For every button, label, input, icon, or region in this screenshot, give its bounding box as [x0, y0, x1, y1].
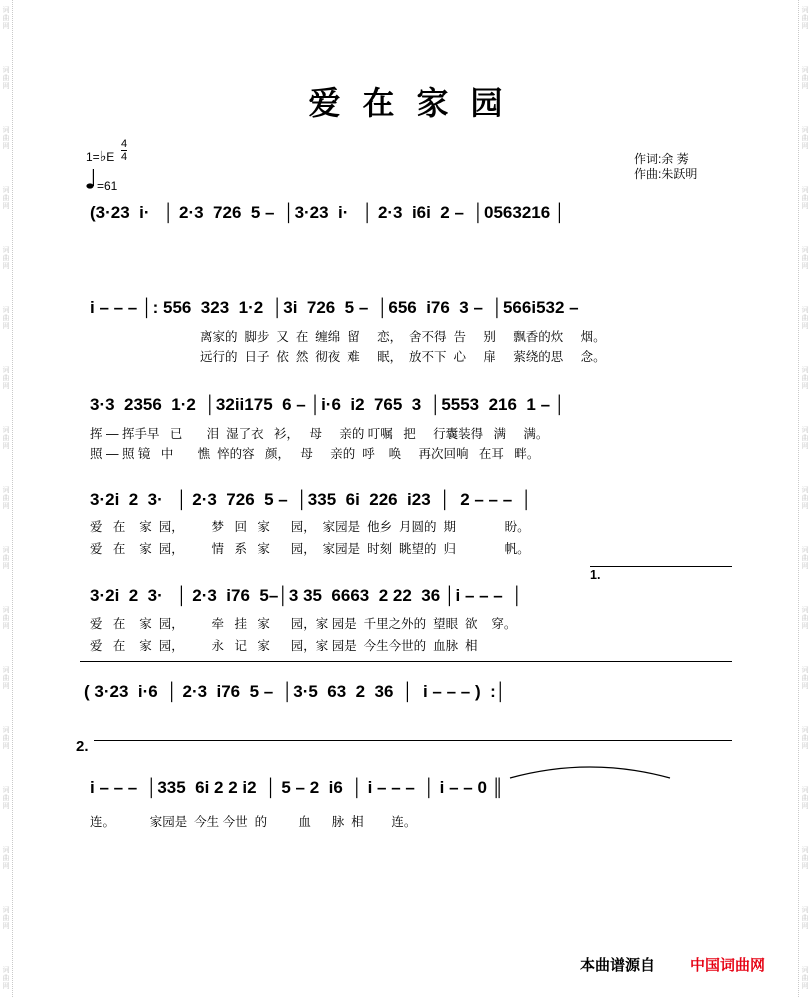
song-title: 爱在家园	[308, 84, 525, 122]
watermark-text: 词 曲 网	[801, 306, 809, 330]
volta-1-bracket	[590, 566, 732, 567]
watermark-text: 词 曲 网	[801, 126, 809, 150]
lyrics-line-3b: 照 — 照 镜 中 憔 悴的容 颜， 母 亲的 呼 唤 再次回响 在耳 畔。	[90, 447, 540, 461]
composer-credit: 作曲:朱跃明	[634, 167, 698, 181]
quarter-note-icon	[86, 168, 96, 190]
lyrics-line-4b: 爱 在 家 园， 情 系 家 园， 家园是 时刻 眺望的 归 帆。	[90, 542, 530, 556]
watermark-text: 词 曲 网	[801, 966, 809, 990]
watermark-text: 词 曲 网	[801, 246, 809, 270]
score-line-2: i – – – │: 556 323 1·2 │3i 726 5 – │656 i76 3 – │566i532 –	[90, 298, 584, 317]
watermark-text: 词 曲 网	[801, 66, 809, 90]
watermark-text: 词 曲 网	[801, 366, 809, 390]
watermark-text: 词 曲 网	[2, 306, 10, 330]
watermark-text: 词 曲 网	[801, 186, 809, 210]
time-signature: 4 4	[121, 138, 128, 163]
source-site-link[interactable]: 中国词曲网	[690, 957, 766, 974]
section-divider	[80, 661, 732, 662]
score-line-5: 3·2i 2 3· │ 2·3 i76 5–│3 35 6663 2 22 36 │i – – – │	[90, 586, 523, 605]
watermark-text: 词 曲 网	[801, 726, 809, 750]
watermark-text: 词 曲 网	[2, 666, 10, 690]
watermark-text: 词 曲 网	[801, 846, 809, 870]
watermark-text: 词 曲 网	[2, 726, 10, 750]
score-line-3: 3·3 2356 1·2 │32ii175 6 – │i·6 i2 765 3 │5553 216 1 – │	[90, 395, 566, 414]
volta-1-label: 1.	[590, 568, 601, 582]
watermark-text: 词 曲 网	[801, 786, 809, 810]
lyrics-line-5a: 爱 在 家 园， 牵 挂 家 园，家 园是 千里之外的 望眼 欲 穿。	[90, 617, 517, 631]
volta-2-bracket	[94, 740, 732, 741]
watermark-text: 词 曲 网	[2, 546, 10, 570]
watermark-text: 词 曲 网	[801, 426, 809, 450]
score-line-1: (3·23 i· │ 2·3 726 5 – │3·23 i· │ 2·3 i6i 2 – │0563216 │	[90, 203, 566, 222]
watermark-text: 词 曲 网	[2, 846, 10, 870]
watermark-text: 词 曲 网	[801, 546, 809, 570]
lyricist-credit: 作词:余 莠	[634, 152, 689, 166]
watermark-text: 词 曲 网	[2, 366, 10, 390]
lyrics-line-2b: 远行的 日子 依 然 彻夜 难 眠， 放不下 心 扉 萦绕的思 念。	[200, 350, 606, 364]
watermark-text: 词 曲 网	[801, 486, 809, 510]
tie-slur-arc	[500, 760, 680, 780]
watermark-text: 词 曲 网	[2, 126, 10, 150]
key-signature: 1=♭E	[86, 148, 115, 164]
lyrics-line-3a: 挥 — 挥手早 已 泪 湿了衣 衫， 母 亲的 叮嘱 把 行囊装得 满 满。	[90, 427, 549, 441]
watermark-text: 词 曲 网	[801, 606, 809, 630]
watermark-text: 词 曲 网	[2, 606, 10, 630]
lyrics-line-2a: 离家的 脚步 又 在 缠绵 留 恋， 舍不得 告 别 飘香的炊 烟。	[200, 330, 606, 344]
score-line-7: i – – – │335 6i 2 2 i2 │ 5 – 2 i6 │ i – – – │ i – – 0 ║	[90, 778, 504, 797]
source-label: 本曲谱源自	[580, 957, 656, 974]
watermark-text: 词 曲 网	[2, 426, 10, 450]
watermark-text: 词 曲 网	[2, 186, 10, 210]
watermark-text: 词 曲 网	[2, 906, 10, 930]
score-line-6: ( 3·23 i·6 │ 2·3 i76 5 – │3·5 63 2 36 │ i – – – ) :│	[84, 682, 507, 701]
watermark-text: 词 曲 网	[2, 786, 10, 810]
volta-2-label: 2.	[76, 738, 89, 755]
watermark-text: 词 曲 网	[801, 666, 809, 690]
watermark-text: 词 曲 网	[2, 966, 10, 990]
watermark-text: 词 曲 网	[2, 6, 10, 30]
watermark-text: 词 曲 网	[2, 66, 10, 90]
lyrics-line-7: 连。 家园是 今生 今世 的 血 脉 相 连。	[90, 815, 417, 829]
watermark-text: 词 曲 网	[2, 246, 10, 270]
tempo-marking: =61	[97, 179, 118, 193]
watermark-text: 词 曲 网	[801, 906, 809, 930]
lyrics-line-4a: 爱 在 家 园， 梦 回 家 园， 家园是 他乡 月圆的 期 盼。	[90, 520, 530, 534]
watermark-text: 词 曲 网	[2, 486, 10, 510]
score-line-4: 3·2i 2 3· │ 2·3 726 5 – │335 6i 226 i23 │ 2 – – – │	[90, 490, 533, 509]
lyrics-line-5b: 爱 在 家 园， 永 记 家 园，家 园是 今生今世的 血脉 相	[90, 639, 478, 653]
watermark-text: 词 曲 网	[801, 6, 809, 30]
